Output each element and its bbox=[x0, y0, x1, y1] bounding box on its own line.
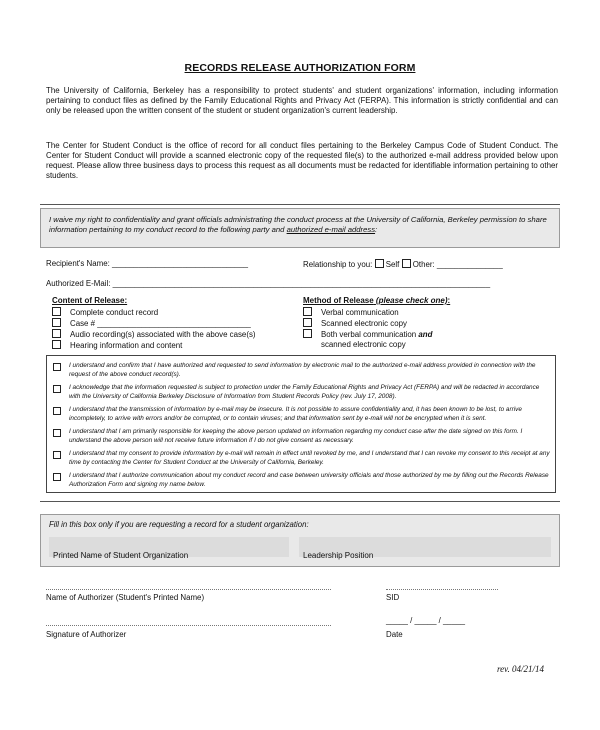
signature-line[interactable] bbox=[46, 625, 331, 626]
content-checkbox-audio[interactable] bbox=[52, 329, 61, 338]
content-option-audio[interactable] bbox=[52, 329, 256, 339]
acknowledgement-checkbox-2[interactable] bbox=[53, 385, 61, 393]
relationship-label: Relationship to you: bbox=[303, 260, 373, 269]
acknowledgement-text-5: I understand that my consent to provide information by e-mail will remain in effect until revoked by me, and I understand that I can revoke my consent to this receipt at any time by contacting the Center for Student Conduct at the University of California, Berkeley. bbox=[69, 450, 550, 466]
email-label: Authorized E-Mail: bbox=[46, 279, 111, 288]
method-checkbox-scanned[interactable] bbox=[303, 318, 312, 327]
content-checkbox-complete[interactable] bbox=[52, 307, 61, 316]
relationship-row bbox=[303, 259, 503, 269]
acknowledgement-checkbox-4[interactable] bbox=[53, 429, 61, 437]
acknowledgement-box bbox=[46, 355, 556, 493]
acknowledgement-item-5 bbox=[53, 450, 551, 467]
acknowledgement-text-2: I acknowledge that the information requested is subject to protection under the Family Educational Rights and Privacy Act (FERPA) and will be redacted in accordance with the University of California Berkeley Disclosure of Information from Student Records Policy (rev. July 17, 2008). bbox=[69, 384, 540, 400]
acknowledgement-checkbox-5[interactable] bbox=[53, 451, 61, 459]
date-label: Date bbox=[386, 630, 403, 639]
method-of-release-title bbox=[303, 296, 450, 305]
self-checkbox[interactable] bbox=[375, 259, 384, 268]
divider-top bbox=[40, 204, 560, 205]
waiver-box bbox=[40, 208, 560, 248]
method-and: and bbox=[418, 330, 433, 339]
content-option-complete[interactable] bbox=[52, 307, 158, 317]
self-label: Self bbox=[385, 260, 400, 269]
method-title-text: Method of Release bbox=[303, 296, 374, 305]
email-field-continued[interactable]: ______________________________________________________ bbox=[253, 279, 491, 288]
content-option-label: Audio recording(s) associated with the above case(s) bbox=[70, 330, 256, 339]
waiver-text: I waive my right to confidentiality and grant officials administrating the conduct process at the University of California, Berkeley permission to share information pertaining to my conduct record to the following party and bbox=[49, 215, 547, 234]
intro-paragraph-1: The University of California, Berkeley has a responsibility to protect students' and student organizations' information, including information pertaining to conduct files as defined by the Family Educational Rights and Privacy Act (FERPA). This information is strictly confidential and can only be released upon the written consent of the student or student organization's current leadership. bbox=[46, 86, 558, 115]
acknowledgement-checkbox-1[interactable] bbox=[53, 363, 61, 371]
acknowledgement-text-6: I understand that I authorize communication about my conduct record and case between university officials and those authorized by me by filling out the Records Release Authorization Form and signing my name below. bbox=[69, 472, 549, 488]
divider-bottom bbox=[40, 501, 560, 502]
content-option-label: Case # ___________________________________ bbox=[70, 319, 251, 328]
intro-paragraph-2: The Center for Student Conduct is the office of record for all conduct files pertaining to the Berkeley Campus Code of Student Conduct. The Center for Student Conduct will provide a scanned electronic copy of the requested file(s) to the authorized e-mail address provided below upon request. Please allow three business days to process this request as all documents must be redacted for identifiable information pertaining to other students. bbox=[46, 141, 558, 180]
method-checkbox-verbal[interactable] bbox=[303, 307, 312, 316]
waiver-email-underlined: authorized e-mail address bbox=[286, 225, 376, 234]
waiver-statement bbox=[49, 215, 554, 235]
email-field[interactable]: ________________________________ bbox=[112, 279, 254, 288]
method-hint: (please check one) bbox=[375, 296, 448, 305]
content-of-release-title: Content of Release: bbox=[52, 296, 128, 305]
content-option-label: Complete conduct record bbox=[70, 308, 159, 317]
date-field[interactable]: _____ / _____ / _____ bbox=[386, 616, 465, 625]
other-label: Other: bbox=[412, 260, 435, 269]
authorizer-name-line[interactable] bbox=[46, 589, 331, 590]
acknowledgement-item-6 bbox=[53, 472, 551, 489]
acknowledgement-item-4 bbox=[53, 428, 551, 445]
method-option-label: Verbal communication bbox=[321, 308, 399, 317]
waiver-colon: : bbox=[375, 225, 378, 234]
method-colon: : bbox=[447, 296, 451, 305]
student-organization-box bbox=[40, 514, 560, 567]
other-field[interactable]: _______________ bbox=[436, 260, 503, 269]
email-row bbox=[46, 279, 490, 288]
recipient-name-field[interactable]: _______________________________ bbox=[111, 259, 249, 268]
acknowledgement-checkbox-6[interactable] bbox=[53, 473, 61, 481]
content-checkbox-case[interactable] bbox=[52, 318, 61, 327]
other-checkbox[interactable] bbox=[402, 259, 411, 268]
method-option-both-continued: scanned electronic copy bbox=[321, 340, 406, 349]
recipient-row bbox=[46, 259, 248, 268]
acknowledgement-text-1: I understand and confirm that I have authorized and requested to send information by electronic mail to the authorized e-mail address provided in connection with the request of the above conduct record(s). bbox=[69, 362, 536, 378]
content-option-case[interactable] bbox=[52, 318, 251, 328]
content-option-hearing[interactable] bbox=[52, 340, 182, 350]
leadership-position-label: Leadership Position bbox=[303, 551, 374, 560]
authorizer-name-label: Name of Authorizer (Student's Printed Name) bbox=[46, 593, 205, 602]
organization-hint: Fill in this box only if you are requesting a record for a student organization: bbox=[49, 520, 309, 529]
method-option-scanned[interactable] bbox=[303, 318, 407, 328]
acknowledgement-checkbox-3[interactable] bbox=[53, 407, 61, 415]
signature-label: Signature of Authorizer bbox=[46, 630, 127, 639]
content-checkbox-hearing[interactable] bbox=[52, 340, 61, 349]
sid-label: SID bbox=[386, 593, 400, 602]
method-option-label: Scanned electronic copy bbox=[321, 319, 407, 328]
acknowledgement-item-3 bbox=[53, 406, 551, 423]
organization-name-label: Printed Name of Student Organization bbox=[53, 551, 189, 560]
revision-date: rev. 04/21/14 bbox=[497, 664, 544, 674]
acknowledgement-item-2 bbox=[53, 384, 551, 401]
acknowledgement-text-3: I understand that the transmission of information by e-mail may be insecure. It is not possible to assure confidentiality and, it has been known to be lost, to arrive incompletely, to arrive with errors and/or be corrupted, or to contain viruses; and that information sent by e-mail will not be encrypted when it is sent. bbox=[69, 406, 522, 422]
method-option-both[interactable] bbox=[303, 329, 432, 339]
method-option-label: Both verbal communication bbox=[321, 330, 417, 339]
content-option-label: Hearing information and content bbox=[70, 341, 183, 350]
method-checkbox-both[interactable] bbox=[303, 329, 312, 338]
recipient-name-label: Recipient's Name: bbox=[46, 259, 110, 268]
acknowledgement-item-1 bbox=[53, 362, 551, 379]
acknowledgement-text-4: I understand that I am primarily responsible for keeping the above person updated on information regarding my conduct case after the date signed on this form. I understand the above person will not receive future information if I do not give consent as necessary. bbox=[69, 428, 523, 444]
method-option-verbal[interactable] bbox=[303, 307, 399, 317]
sid-line[interactable] bbox=[386, 589, 498, 590]
form-title: RECORDS RELEASE AUTHORIZATION FORM bbox=[184, 62, 416, 74]
